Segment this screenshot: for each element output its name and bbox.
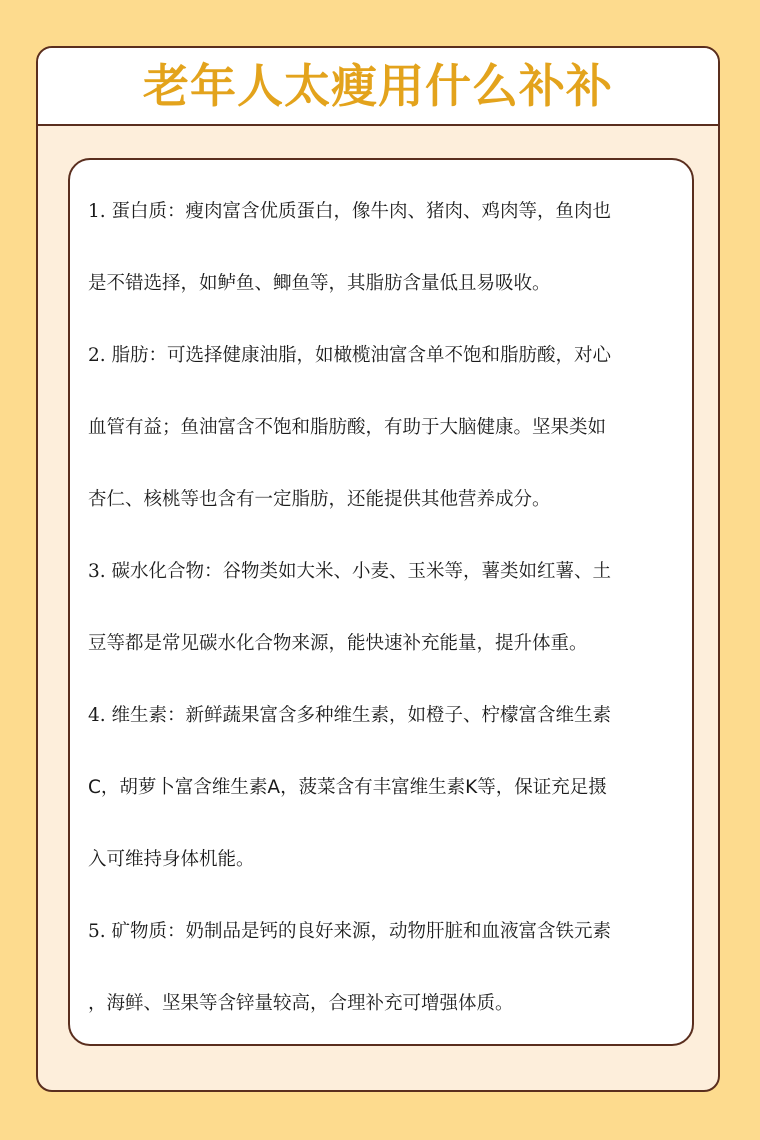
section-text: 血管有益；鱼油富含不饱和脂肪酸，有助于大脑健康。坚果类如 xyxy=(88,417,607,438)
section-text: 矿物质：奶制品是钙的良好来源，动物肝脏和血液富含铁元素 xyxy=(111,921,612,942)
section-text: 碳水化合物：谷物类如大米、小麦、玉米等，薯类如红薯、土 xyxy=(111,561,612,582)
section-line xyxy=(88,464,680,536)
section-text: ，海鲜、坚果等含锌量较高，合理补充可增强体质。 xyxy=(88,993,514,1014)
section-line xyxy=(88,320,680,392)
section-vitamin xyxy=(88,680,680,896)
outer-card xyxy=(36,46,720,1092)
section-line xyxy=(88,608,680,680)
section-number: 2. xyxy=(88,345,106,366)
section-text: 杏仁、核桃等也含有一定脂肪，还能提供其他营养成分。 xyxy=(88,489,551,510)
section-number: 4. xyxy=(88,705,106,726)
section-line xyxy=(88,968,680,1040)
section-line xyxy=(88,392,680,464)
page-title: 老年人太瘦用什么补补 xyxy=(143,59,613,113)
section-number: 3. xyxy=(88,561,106,582)
section-carbohydrate xyxy=(88,536,680,680)
section-fat xyxy=(88,320,680,536)
section-text: 蛋白质：瘦肉富含优质蛋白，像牛肉、猪肉、鸡肉等，鱼肉也 xyxy=(111,201,612,222)
section-text: C，胡萝卜富含维生素A，菠菜含有丰富维生素K等，保证充足摄 xyxy=(88,777,607,798)
section-number: 1. xyxy=(88,201,106,222)
title-bar xyxy=(38,48,718,126)
section-text: 豆等都是常见碳水化合物来源，能快速补充能量，提升体重。 xyxy=(88,633,588,654)
section-line xyxy=(88,752,680,824)
section-line xyxy=(88,680,680,752)
section-line xyxy=(88,248,680,320)
content-card xyxy=(68,158,694,1046)
section-text: 入可维持身体机能。 xyxy=(88,849,255,870)
section-line xyxy=(88,536,680,608)
section-number: 5. xyxy=(88,921,106,942)
section-line xyxy=(88,824,680,896)
section-line xyxy=(88,176,680,248)
section-text: 脂肪：可选择健康油脂，如橄榄油富含单不饱和脂肪酸，对心 xyxy=(111,345,612,366)
section-text: 是不错选择，如鲈鱼、鲫鱼等，其脂肪含量低且易吸收。 xyxy=(88,273,551,294)
section-mineral xyxy=(88,896,680,1040)
section-line xyxy=(88,896,680,968)
section-protein xyxy=(88,176,680,320)
section-text: 维生素：新鲜蔬果富含多种维生素，如橙子、柠檬富含维生素 xyxy=(111,705,612,726)
